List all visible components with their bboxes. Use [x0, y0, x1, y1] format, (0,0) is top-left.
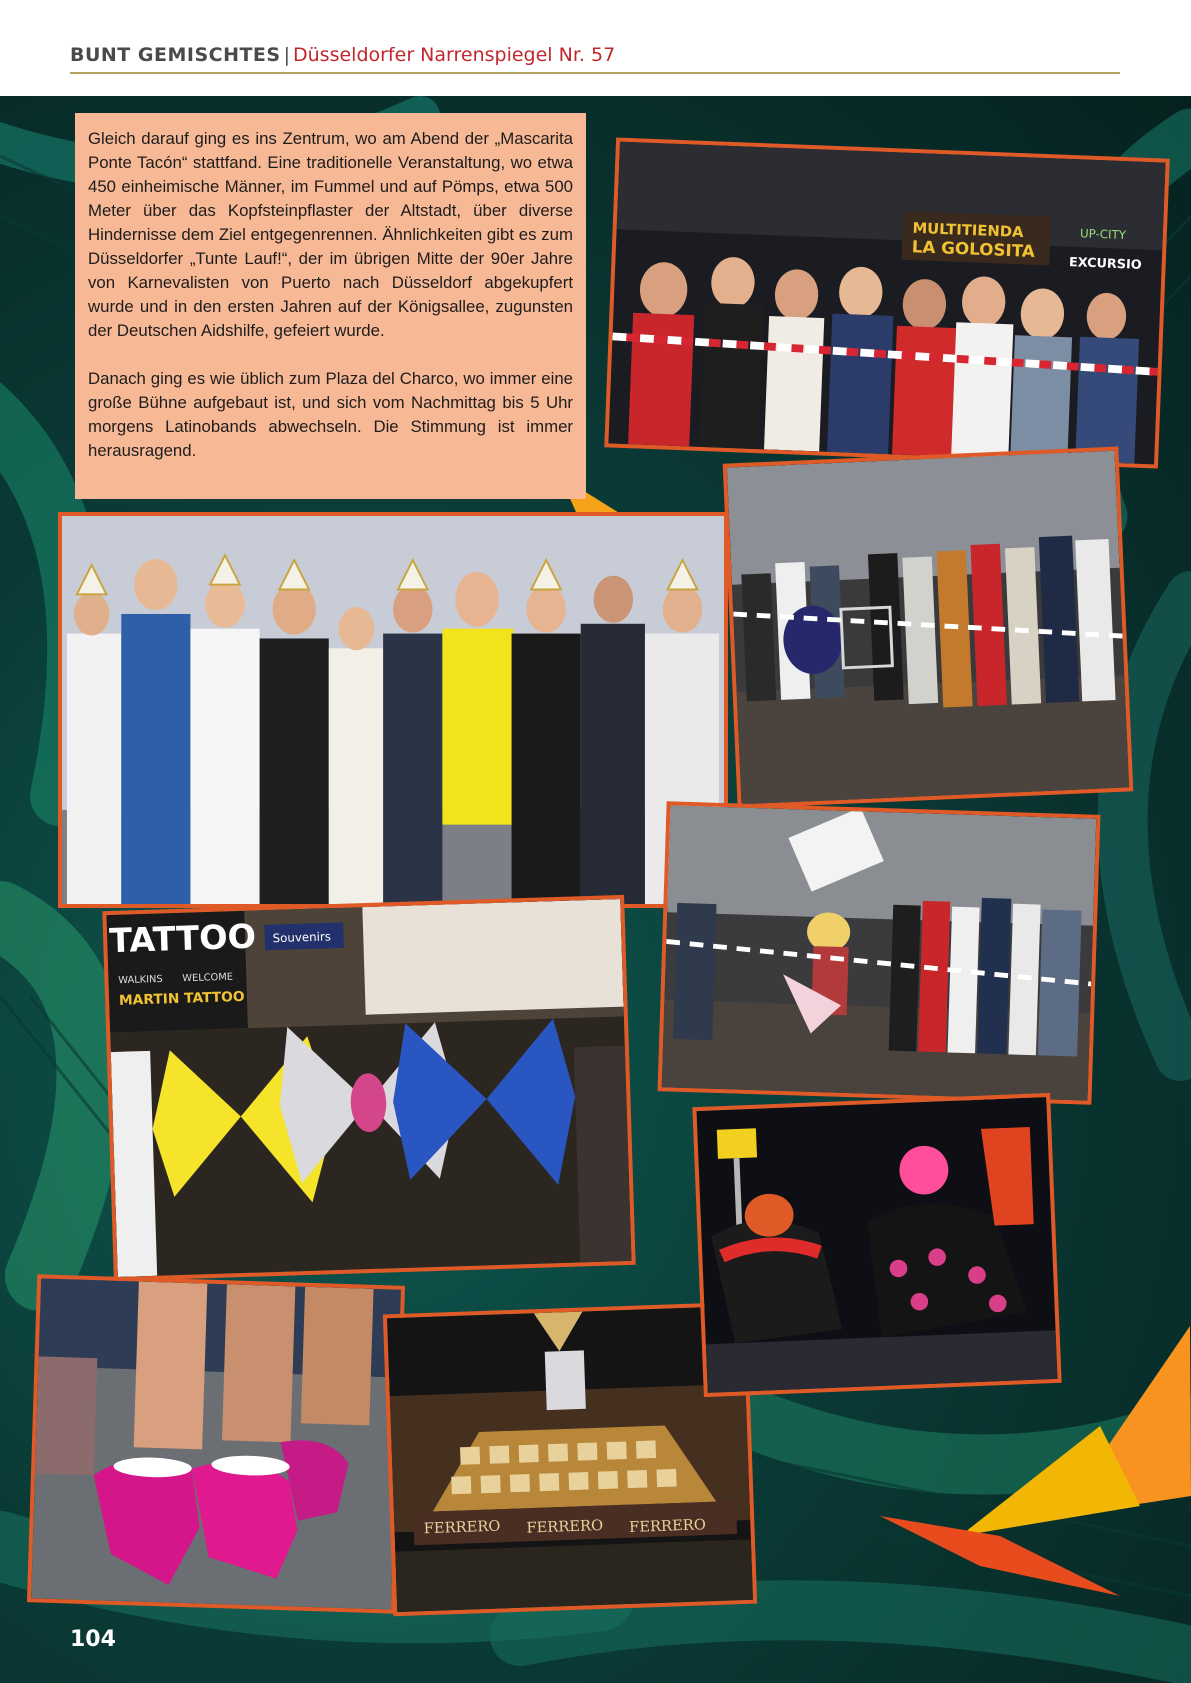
photo-butterfly-costumes [102, 895, 635, 1281]
page-header [70, 40, 1120, 74]
page-number: 104 [70, 1627, 116, 1652]
ferrero-label-1: FERRERO [423, 1517, 501, 1538]
article-text-box [75, 113, 586, 499]
sign-up-city: UP-CITY [1079, 226, 1127, 243]
ferrero-label-3: FERRERO [628, 1516, 707, 1536]
sign-walkins: WALKINS [118, 973, 163, 987]
sign-excursio: EXCURSIO [1068, 255, 1142, 273]
sign-martin-tattoo: MARTIN TATTOO [118, 988, 245, 1009]
article-paragraph-2: Danach ging es wie üblich zum Plaza del Charco, wo immer eine große Bühne aufgebaut ist, und sich vom Nachmittag bis 5 Uhr morgens Latinobands abwechseln. Die Stimmung ist immer herausragend. [88, 369, 573, 460]
section-title: BUNT GEMISCHTES [70, 44, 281, 66]
sign-multitienda: MULTITIENDA [912, 219, 1024, 242]
sign-welcome: WELCOME [182, 971, 234, 985]
sign-tattoo: TATTOO [108, 916, 257, 961]
photo-ferrero-float [383, 1302, 757, 1617]
publication-title: Düsseldorfer Narrenspiegel Nr. 57 [293, 44, 616, 66]
photo-bull-costumes [692, 1093, 1061, 1397]
article-paragraph-1: Gleich darauf ging es ins Zentrum, wo am Abend der „Mascarita Ponte Tacón“ stattfand. Eine traditionelle Veranstaltung, wo etwa 450 einheimische Männer, im Fummel und auf Pömps, etwa 500 Meter über das Kopfsteinpflaster der Altstadt, über diverse Hindernisse dem Ziel entgegenrennen. Ähnlichkeiten gibt es zum Düsseldorfer „Tunte Lauf!“, der im übrigen Mitte der 90er Jahre von Karnevalisten von Puerto nach Düsseldorf abgekupfert wurde und in den ersten Jahren auf der Königsallee, zugunsten der Deutschen Aidshilfe, gefeiert wurde. [88, 129, 573, 340]
photo-runner-cart [723, 447, 1134, 809]
sign-souvenirs: Souvenirs [272, 929, 332, 946]
photo-crowd-street [604, 137, 1169, 468]
header-separator: | [283, 44, 290, 66]
ferrero-label-2: FERRERO [526, 1516, 604, 1537]
sign-la-golosita: LA GOLOSITA [911, 237, 1036, 261]
photo-group-carnival [58, 512, 728, 908]
photo-runner-box [658, 801, 1101, 1104]
photo-pink-heels [27, 1274, 405, 1613]
